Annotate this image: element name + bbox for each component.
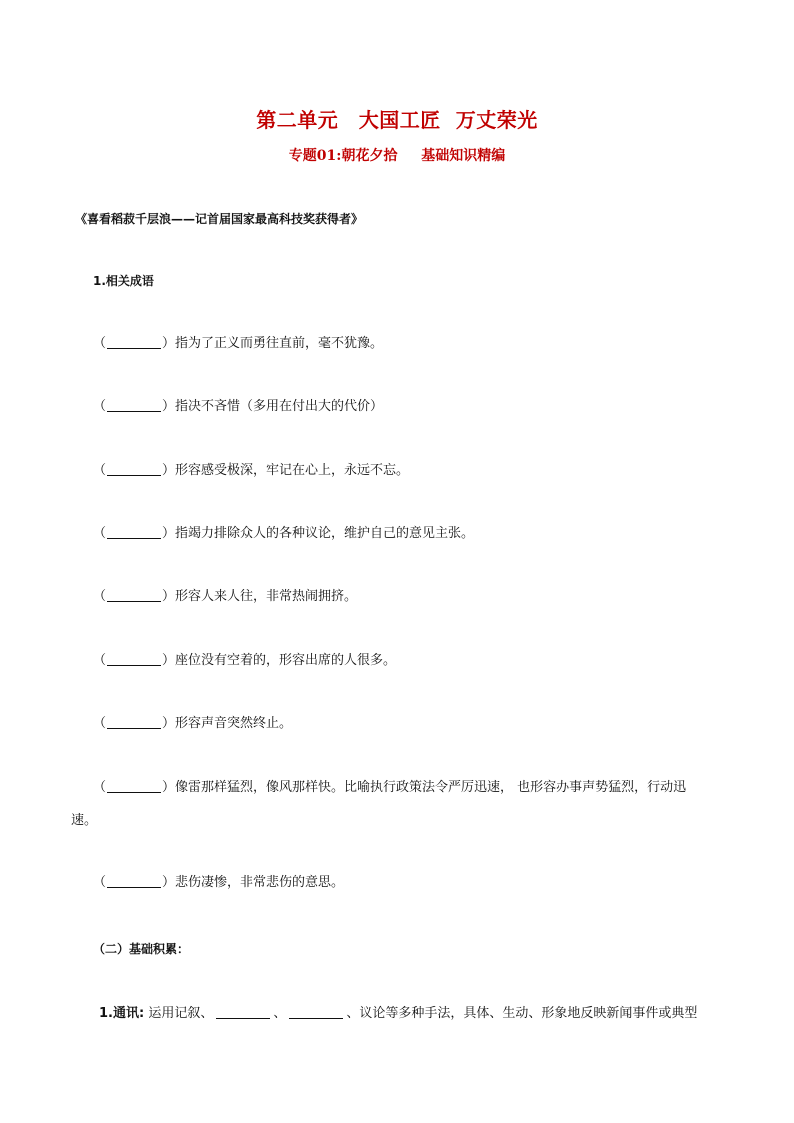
page-title: 第二单元 大国工匠 万丈荣光 (256, 108, 538, 132)
page-subtitle: 专题01:朝花夕拾 基础知识精编 (288, 148, 506, 164)
idiom-item (93, 580, 723, 613)
idiom-item (93, 707, 723, 740)
idiom-definition: 指竭力排除众人的各种议论，维护自己的意见主张。 (175, 526, 475, 541)
idiom-definition: 指为了正义而勇往直前，毫不犹豫。 (175, 336, 384, 351)
idiom-definition: 形容人来人往，非常热闹拥挤。 (175, 589, 358, 604)
answer-blank[interactable] (107, 334, 161, 349)
close-paren: ） (162, 875, 176, 890)
close-paren: ） (162, 399, 176, 414)
open-paren: （ (93, 875, 107, 890)
open-paren: （ (93, 399, 107, 414)
open-paren: （ (93, 716, 107, 731)
idiom-first-line (93, 771, 723, 804)
answer-blank[interactable] (107, 651, 161, 666)
open-paren: （ (93, 780, 107, 795)
idiom-definition: 形容感受极深，牢记在心上，永远不忘。 (175, 463, 410, 478)
close-paren: ） (162, 589, 176, 604)
answer-blank[interactable] (107, 524, 161, 539)
close-paren: ） (162, 653, 176, 668)
open-paren: （ (93, 526, 107, 541)
idiom-item (93, 390, 723, 423)
idiom-definition-continued: 速。 (71, 813, 98, 828)
close-paren: ） (162, 780, 176, 795)
article-title: 《喜看稻菽千层浪——记首届国家最高科技奖获得者》 (75, 212, 364, 226)
section-heading-basics: （二）基础积累： (93, 942, 190, 956)
close-paren: ） (162, 336, 176, 351)
idiom-item (93, 327, 723, 360)
definition-term: 1.通讯: (99, 1006, 145, 1021)
separator: 、 (273, 1006, 287, 1021)
answer-blank[interactable] (216, 1004, 270, 1019)
idiom-definition: 形容声音突然终止。 (175, 716, 293, 731)
idiom-definition: 指决不吝惜（多用在付出大的代价） (175, 399, 384, 414)
idiom-definition: 像雷那样猛烈，像风那样快。比喻执行政策法令严厉迅速， 也形容办事声势猛烈，行动迅 (175, 780, 687, 795)
close-paren: ） (162, 526, 176, 541)
definition-line (99, 1002, 697, 1021)
answer-blank[interactable] (107, 397, 161, 412)
idiom-definition: 座位没有空着的，形容出席的人很多。 (175, 653, 397, 668)
idiom-item (93, 866, 723, 899)
answer-blank[interactable] (107, 461, 161, 476)
open-paren: （ (93, 463, 107, 478)
idiom-definition: 悲伤凄惨，非常悲伤的意思。 (175, 875, 345, 890)
answer-blank[interactable] (107, 778, 161, 793)
open-paren: （ (93, 653, 107, 668)
answer-blank[interactable] (289, 1004, 343, 1019)
close-paren: ） (162, 463, 176, 478)
definition-text-start: 运用记叙、 (144, 1006, 214, 1021)
answer-blank[interactable] (107, 873, 161, 888)
answer-blank[interactable] (107, 587, 161, 602)
section-heading-idioms: 1.相关成语 (93, 274, 154, 288)
close-paren: ） (162, 716, 176, 731)
idiom-item (93, 517, 723, 550)
idiom-item (71, 771, 723, 837)
open-paren: （ (93, 589, 107, 604)
idiom-item (93, 454, 723, 487)
open-paren: （ (93, 336, 107, 351)
definition-text-end: 、议论等多种手法，具体、生动、形象地反映新闻事件或典型 (346, 1006, 698, 1021)
idiom-item (93, 644, 723, 677)
answer-blank[interactable] (107, 714, 161, 729)
